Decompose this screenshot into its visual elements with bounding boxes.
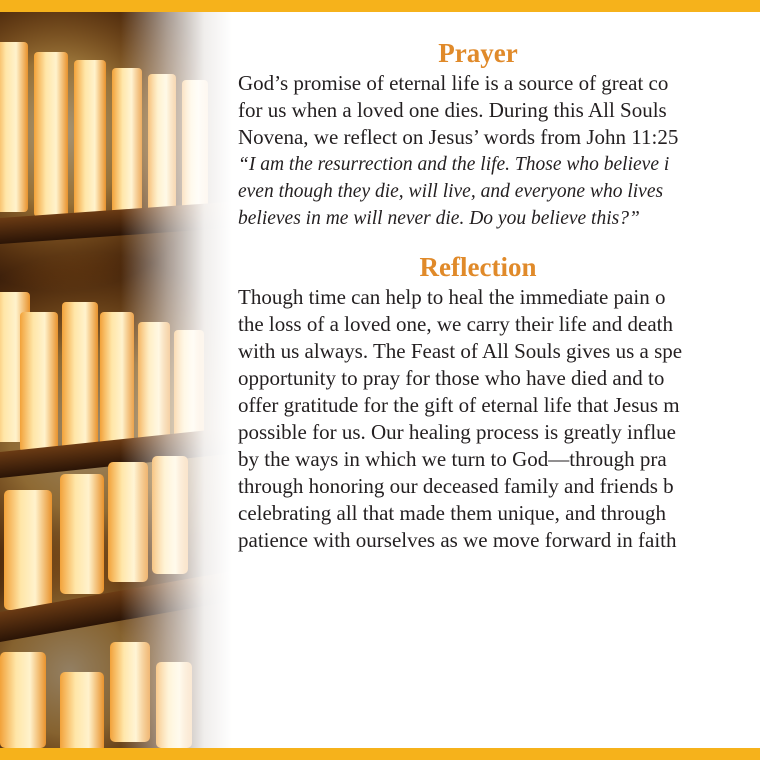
scripture-quote-line: even though they die, will live, and everyone who lives (238, 181, 664, 202)
reflection-line: the loss of a loved one, we carry their life and death (238, 312, 674, 336)
top-border (0, 0, 760, 12)
reflection-line: opportunity to pray for those who have died and to (238, 366, 665, 390)
prayer-body (238, 70, 760, 232)
candles-illustration (0, 12, 232, 748)
bottom-border (0, 748, 760, 760)
reflection-line: patience with ourselves as we move forward in faith (238, 528, 677, 552)
candles-photo (0, 12, 232, 748)
text-column (238, 36, 760, 554)
prayer-line: Novena, we reflect on Jesus’ words from John 11:25 (238, 125, 679, 149)
reflection-line: celebrating all that made them unique, and through (238, 501, 667, 525)
reflection-line: through honoring our deceased family and friends b (238, 474, 674, 498)
prayer-line: for us when a loved one dies. During this All Souls (238, 98, 667, 122)
reflection-body (238, 284, 760, 554)
reflection-line: by the ways in which we turn to God—through pra (238, 447, 667, 471)
scripture-quote-line: “I am the resurrection and the life. Those who believe i (238, 154, 670, 175)
reflection-line: possible for us. Our healing process is greatly influe (238, 420, 676, 444)
scripture-quote-line: believes in me will never die. Do you believe this?” (238, 208, 640, 229)
prayer-heading: Prayer (438, 38, 518, 68)
reflection-line: offer gratitude for the gift of eternal life that Jesus m (238, 393, 680, 417)
reflection-heading: Reflection (419, 252, 537, 282)
prayer-line: God’s promise of eternal life is a source of great co (238, 71, 669, 95)
section-gap (238, 232, 760, 250)
reflection-line: Though time can help to heal the immediate pain o (238, 285, 666, 309)
reflection-line: with us always. The Feast of All Souls gives us a spe (238, 339, 683, 363)
